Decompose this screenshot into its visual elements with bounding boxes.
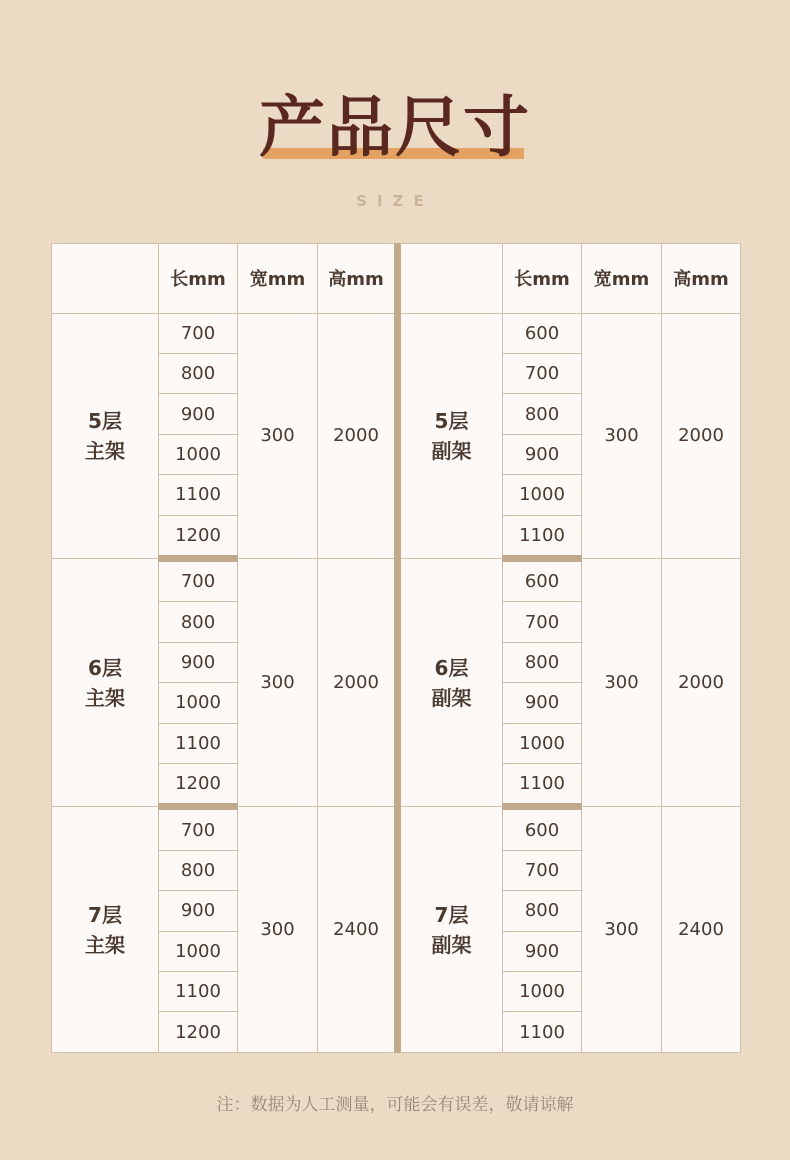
table-row: [52, 559, 741, 602]
table-row: [52, 313, 741, 353]
sub-length-cell: 800: [503, 394, 582, 434]
sub-length-cell: 600: [503, 559, 582, 602]
size-table: [51, 243, 741, 1053]
sub-length-cell: 600: [503, 807, 582, 850]
main-height-cell: 2000: [318, 559, 398, 807]
main-layer-label: 6层: [88, 655, 122, 680]
main-length-cell: 1000: [159, 683, 238, 723]
sub-height-cell: 2000: [662, 313, 741, 558]
main-length-cell: 700: [159, 807, 238, 850]
main-width-cell: 300: [238, 807, 318, 1053]
sub-type-label: 副架: [431, 438, 472, 463]
main-length-cell: 1100: [159, 475, 238, 515]
sub-name-cell: [398, 807, 503, 1053]
sub-length-cell: 900: [503, 931, 582, 971]
page-subtitle: SIZE: [356, 192, 434, 210]
main-name-cell: [52, 559, 159, 807]
main-length-cell: 1200: [159, 764, 238, 807]
sub-length-cell: 1100: [503, 1012, 582, 1053]
main-type-label: 主架: [85, 932, 125, 957]
main-length-cell: 800: [159, 850, 238, 890]
main-length-cell: 1100: [159, 972, 238, 1012]
main-width-cell: 300: [238, 559, 318, 807]
sub-layer-label: 6层: [434, 655, 469, 680]
header-length-main: 长mm: [159, 244, 238, 314]
header-height-main: 高mm: [318, 244, 398, 314]
sub-layer-label: 5层: [434, 408, 469, 433]
main-length-cell: 800: [159, 354, 238, 394]
main-length-cell: 1100: [159, 723, 238, 763]
sub-height-cell: 2400: [662, 807, 741, 1053]
main-length-cell: 700: [159, 559, 238, 602]
main-height-cell: 2000: [318, 313, 398, 558]
sub-length-cell: 800: [503, 891, 582, 931]
sub-length-cell: 800: [503, 642, 582, 682]
sub-length-cell: 1100: [503, 515, 582, 558]
main-length-cell: 1200: [159, 1012, 238, 1053]
main-length-cell: 900: [159, 891, 238, 931]
sub-name-cell: [398, 559, 503, 807]
header-width-sub: 宽mm: [582, 244, 662, 314]
table-header-row: [52, 244, 741, 314]
main-length-cell: 900: [159, 642, 238, 682]
header-blank-main: [52, 244, 159, 314]
sub-width-cell: 300: [582, 807, 662, 1053]
sub-length-cell: 700: [503, 850, 582, 890]
header-width-main: 宽mm: [238, 244, 318, 314]
sub-length-cell: 1100: [503, 764, 582, 807]
main-length-cell: 1000: [159, 434, 238, 474]
page-title: 产品尺寸: [259, 89, 531, 166]
title-area: [0, 88, 790, 168]
measurement-note: 注：数据为人工测量，可能会有误差，敬请谅解: [216, 1095, 574, 1115]
main-length-cell: 1000: [159, 931, 238, 971]
main-type-label: 主架: [85, 438, 125, 463]
sub-length-cell: 900: [503, 434, 582, 474]
sub-type-label: 副架: [431, 932, 472, 957]
sub-length-cell: 1000: [503, 972, 582, 1012]
main-layer-label: 7层: [88, 902, 122, 927]
sub-length-cell: 600: [503, 313, 582, 353]
main-length-cell: 700: [159, 313, 238, 353]
table-row: [52, 807, 741, 850]
sub-height-cell: 2000: [662, 559, 741, 807]
sub-width-cell: 300: [582, 559, 662, 807]
main-layer-label: 5层: [88, 408, 122, 433]
sub-width-cell: 300: [582, 313, 662, 558]
main-width-cell: 300: [238, 313, 318, 558]
main-length-cell: 1200: [159, 515, 238, 558]
main-length-cell: 800: [159, 602, 238, 642]
header-height-sub: 高mm: [662, 244, 741, 314]
main-height-cell: 2400: [318, 807, 398, 1053]
header-length-sub: 长mm: [503, 244, 582, 314]
main-name-cell: [52, 807, 159, 1053]
sub-length-cell: 900: [503, 683, 582, 723]
header-blank-sub: [398, 244, 503, 314]
main-type-label: 主架: [85, 685, 125, 710]
sub-layer-label: 7层: [434, 902, 469, 927]
main-name-cell: [52, 313, 159, 558]
sub-length-cell: 700: [503, 354, 582, 394]
main-length-cell: 900: [159, 394, 238, 434]
sub-length-cell: 1000: [503, 723, 582, 763]
sub-length-cell: 1000: [503, 475, 582, 515]
sub-length-cell: 700: [503, 602, 582, 642]
sub-name-cell: [398, 313, 503, 558]
sub-type-label: 副架: [431, 685, 472, 710]
